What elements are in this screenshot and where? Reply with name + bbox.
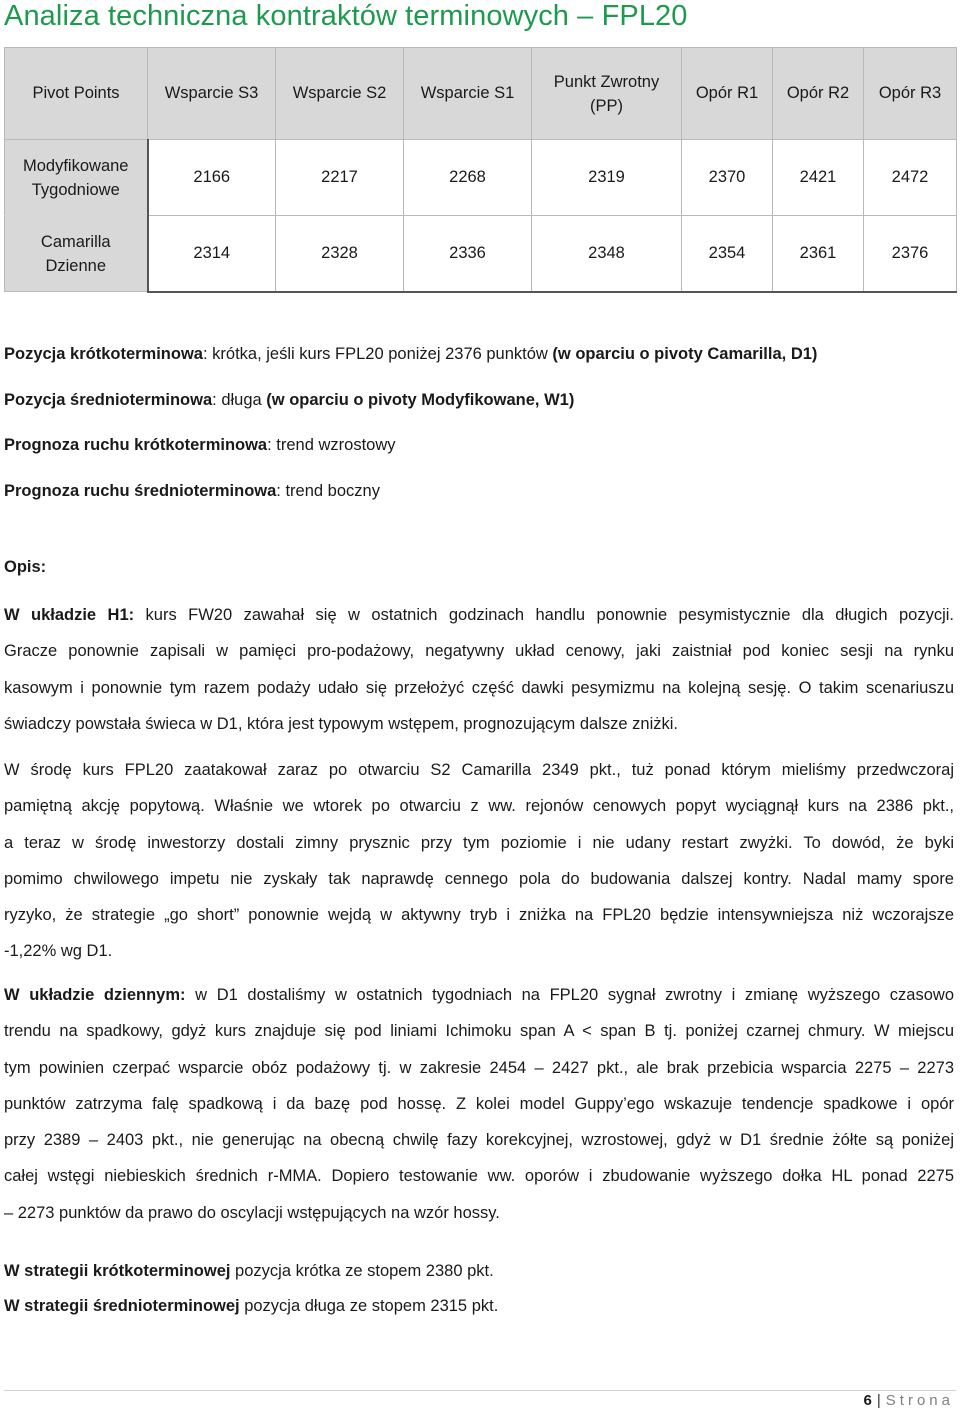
table-cell: 2348 [532,216,682,292]
short-forecast-line [4,436,817,482]
h1-paragraph [4,597,956,742]
table-cell: 2472 [864,140,957,216]
h1-label: W układzie H1: [4,606,135,624]
header-cell: Opór R1 [682,48,773,140]
header-cell: Wsparcie S2 [276,48,404,140]
text-line: trendu na spadkowy, gdyż kurs znajduje się pod liniami Ichimoku span A < span B tj. poniżej czarnej chmury. W miejscu [4,1022,954,1041]
text-line: -1,22% wg D1. [4,942,113,961]
pivot-points-table [4,47,957,293]
short-forecast-text: : trend wzrostowy [267,436,396,455]
table-cell: 2166 [148,140,276,216]
table-cell: 2370 [682,140,773,216]
table-cell: 2376 [864,216,957,292]
text-line: ryzyko, że strategie „go short” ponownie wejdą w aktywny tryb i zniżka na FPL20 będzie intensywniejsza niż wczorajsze [4,906,954,925]
footer-separator: | [876,1392,881,1409]
row-label [5,140,148,216]
table-header-row [5,48,957,140]
page-number: 6 [863,1392,872,1409]
short-strategy-line [4,1262,494,1281]
page-word: Strona [885,1392,954,1409]
short-strategy-label: W strategii krótkoterminowej [4,1262,231,1280]
mid-forecast-label: Prognoza ruchu średnioterminowa [4,481,277,500]
text-line: całej wstęgi niebieskich średnich r-MMA. Dopiero testowanie ww. oporów i zbudowanie wyższego dołka HL ponad 2275 [4,1167,954,1186]
table-row [5,216,957,292]
table-cell: 2319 [532,140,682,216]
text-line: Gracze ponownie zapisali w pamięci pro-podażowy, negatywny układ cenowy, jaki zaistniał pod koniec sesji na rynku [4,642,954,661]
short-strategy-text: pozycja krótka ze stopem 2380 pkt. [230,1262,494,1280]
text-line: pamiętną akcję popytową. Właśnie we wtorek po otwarciu z ww. rejonów cenowych popyt wyciągnął kurs na 2386 pkt., [4,797,954,816]
mid-position-label: Pozycja średnioterminowa [4,390,213,409]
table-cell: 2336 [404,216,532,292]
mid-position-text: : długa [212,390,262,409]
header-cell: Wsparcie S3 [148,48,276,140]
text-line: a teraz w środę inwestorzy dostali zimny prysznic przy tym poziomie i nie udany restart zwyżki. To dowód, że byki [4,833,954,852]
h1-paragraph-2 [4,752,956,970]
header-cell: Pivot Points [5,48,148,140]
table-cell: 2328 [276,216,404,292]
header-cell: Opór R2 [773,48,864,140]
table-cell: 2354 [682,216,773,292]
text-line: W środę kurs FPL20 zaatakował zaraz po otwarciu S2 Camarilla 2349 pkt., tuż ponad którym mieliśmy przedwczoraj [4,761,954,779]
table-cell: 2361 [773,216,864,292]
header-cell-text: Punkt Zwrotny (PP) [553,72,660,115]
description-heading [4,558,46,577]
text-line: tym powinien czerpać wsparcie obóz podażowy tj. w zakresie 2454 – 2427 pkt., ale brak przebicia wsparcia 2275 – 2273 [4,1058,954,1077]
mid-strategy-label: W strategii średnioterminowej [4,1297,240,1315]
header-cell: Opór R3 [864,48,957,140]
header-cell [532,48,682,140]
short-position-text: : krótka, jeśli kurs FPL20 poniżej 2376 punktów [202,345,548,363]
table-cell: 2217 [276,140,404,216]
mid-position-line [4,391,817,437]
row-label-text: Modyfikowane Tygodniowe [23,156,129,199]
row-label [5,216,148,292]
text-line: kasowym i ponownie tym razem podaży udało się przełożyć część dawki pesymizmu na kolejną sesję. O takim scenariuszu [4,678,954,697]
short-forecast-label: Prognoza ruchu krótkoterminowa [4,436,268,455]
header-cell: Wsparcie S1 [404,48,532,140]
text-line: – 2273 punktów da prawo do oscylacji wstępujących na wzór hossy. [4,1203,500,1222]
short-position-label: Pozycja krótkoterminowa [4,345,203,363]
d1-paragraph [4,977,956,1231]
text-line [4,597,956,633]
row-label-text: Camarilla Dzienne [40,232,111,275]
h1-line-0: kurs FW20 zawahał się w ostatnich godzinach handlu ponownie pesymistycznie dla długich pozycji. [134,606,955,624]
page-footer [864,1392,954,1409]
table-cell: 2268 [404,140,532,216]
table-cell: 2421 [773,140,864,216]
text-line: pomimo chwilowego impetu nie zyskały tak naprawdę cennego pola do budowania dalszej kontry. Nadal mamy spore [4,869,954,888]
mid-strategy-line [4,1297,498,1316]
mid-position-basis: (w oparciu o pivoty Modyfikowane, W1) [261,390,575,409]
table-cell: 2314 [148,216,276,292]
table-row [5,140,957,216]
short-position-basis: (w oparciu o pivoty Camarilla, D1) [547,345,818,363]
text-line: przy 2389 – 2403 pkt., nie generując na obecną chwilę fazy korekcyjnej, wzrostowej, gdyż w D1 średnie żółte są poniżej [4,1131,954,1150]
d1-line-0: w D1 dostaliśmy w ostatnich tygodniach na FPL20 sygnał zwrotny i zmianę wyższego czasowo [185,986,955,1004]
footer-divider [4,1390,956,1391]
text-line [4,977,956,1013]
mid-forecast-line [4,482,817,528]
description-heading-text: Opis: [4,558,47,576]
short-position-line [4,345,817,391]
mid-forecast-text: : trend boczny [276,481,380,500]
text-line: świadczy powstała świeca w D1, która jest typowym wstępem, prognozującym dalsze zniżki. [4,714,679,733]
d1-label: W układzie dziennym: [4,986,186,1004]
mid-strategy-text: pozycja długa ze stopem 2315 pkt. [239,1297,499,1315]
position-summary [4,345,817,527]
page-title: Analiza techniczna kontraktów terminowych – FPL20 [4,0,688,32]
text-line: punktów zatrzyma falę spadkową i da bazę pod hossę. Z kolei model Guppy’ego wskazuje tendencje spadkowe i opór [4,1094,954,1113]
